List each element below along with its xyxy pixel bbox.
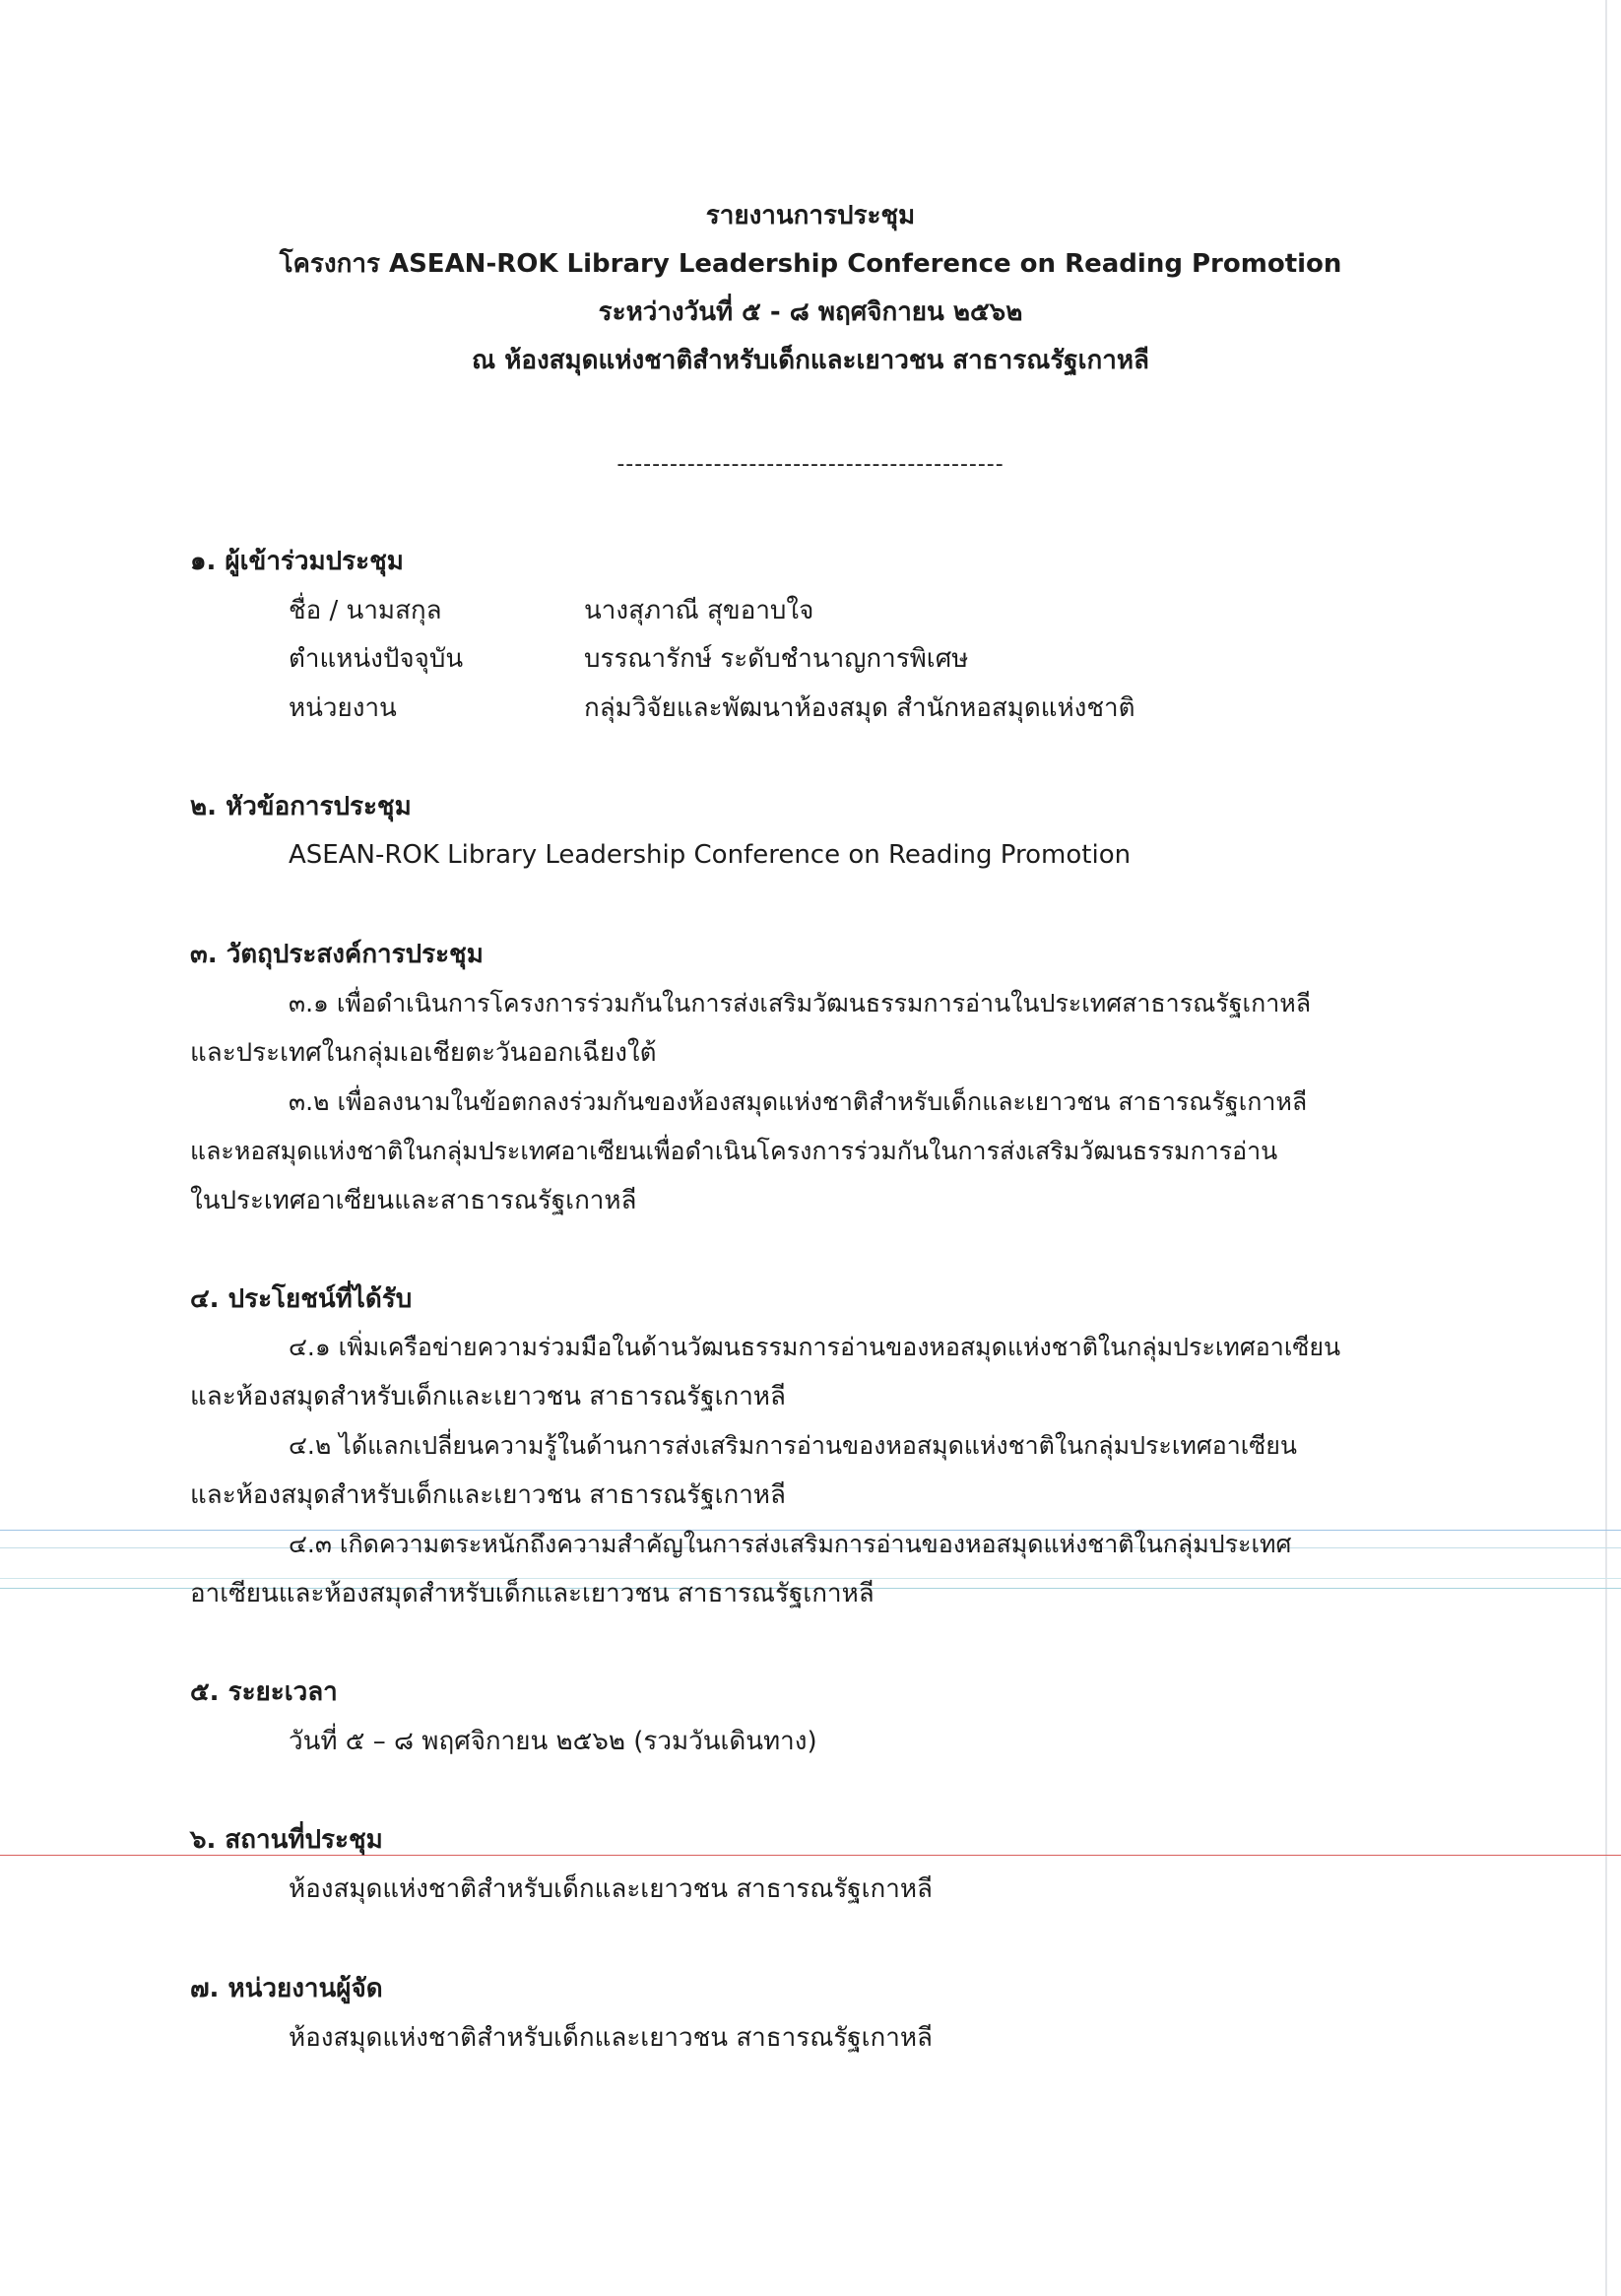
section-4-line: และห้องสมุดสำหรับเด็กและเยาวชน สาธารณรัฐเกาหลี [190, 1382, 786, 1411]
section-3-heading: ๓. วัตถุประสงค์การประชุม [190, 940, 484, 969]
participant-position-value: บรรณารักษ์ ระดับชำนาญการพิเศษ [584, 644, 969, 674]
section-4-line: ๔.๑ เพิ่มเครือข่ายความร่วมมือในด้านวัฒนธรรมการอ่านของหอสมุดแห่งชาติในกลุ่มประเทศอาเซียน [289, 1333, 1341, 1361]
section-1-heading: ๑. ผู้เข้าร่วมประชุม [190, 547, 404, 576]
section-3-line: และประเทศในกลุ่มเอเชียตะวันออกเฉียงใต้ [190, 1038, 657, 1068]
participant-unit-value: กลุ่มวิจัยและพัฒนาห้องสมุด สำนักหอสมุดแห่งชาติ [584, 693, 1135, 723]
section-6-heading: ๖. สถานที่ประชุม [190, 1825, 383, 1855]
section-4-line: อาเซียนและห้องสมุดสำหรับเด็กและเยาวชน สาธารณรัฐเกาหลี [190, 1579, 875, 1608]
section-2-heading: ๒. หัวข้อการประชุม [190, 792, 412, 821]
project-title: โครงการ ASEAN-ROK Library Leadership Conference on Reading Promotion [279, 249, 1342, 279]
section-4-line: ๔.๒ ได้แลกเปลี่ยนความรู้ในด้านการส่งเสริมการอ่านของหอสมุดแห่งชาติในกลุ่มประเทศอาเซียน [289, 1431, 1298, 1460]
section-4-line: ๔.๓ เกิดความตระหนักถึงความสำคัญในการส่งเสริมการอ่านของหอสมุดแห่งชาติในกลุ่มประเทศ [289, 1530, 1292, 1558]
section-3-line: ๓.๒ เพื่อลงนามในข้อตกลงร่วมกันของห้องสมุดแห่งชาติสำหรับเด็กและเยาวชน สาธารณรัฐเกาหลี [289, 1087, 1308, 1116]
meeting-venue: ณ ห้องสมุดแห่งชาติสำหรับเด็กและเยาวชน สาธารณรัฐเกาหลี [472, 346, 1149, 375]
section-2-text: ASEAN-ROK Library Leadership Conference on Reading Promotion [289, 840, 1132, 870]
section-4-heading: ๔. ประโยชน์ที่ได้รับ [190, 1284, 413, 1314]
participant-name-label: ชื่อ / นามสกุล [289, 596, 442, 625]
separator: -------------------------------------------- [616, 452, 1005, 477]
section-3-line: และหอสมุดแห่งชาติในกลุ่มประเทศอาเซียนเพื่อดำเนินโครงการร่วมกันในการส่งเสริมวัฒนธรรมการอ่าน [190, 1137, 1278, 1165]
report-title: รายงานการประชุม [705, 201, 916, 230]
section-5-text: วันที่ ๕ – ๘ พฤศจิกายน ๒๕๖๒ (รวมวันเดินทาง) [289, 1727, 817, 1756]
section-3-line: ๓.๑ เพื่อดำเนินการโครงการร่วมกันในการส่งเสริมวัฒนธรรมการอ่านในประเทศสาธารณรัฐเกาหลี [289, 989, 1312, 1017]
section-7-heading: ๗. หน่วยงานผู้จัด [190, 1974, 383, 2003]
section-3-line: ในประเทศอาเซียนและสาธารณรัฐเกาหลี [190, 1186, 637, 1215]
participant-position-label: ตำแหน่งปัจจุบัน [289, 644, 464, 674]
section-5-heading: ๕. ระยะเวลา [190, 1677, 338, 1707]
participant-unit-label: หน่วยงาน [289, 693, 397, 723]
section-6-text: ห้องสมุดแห่งชาติสำหรับเด็กและเยาวชน สาธารณรัฐเกาหลี [289, 1874, 933, 1904]
meeting-dates: ระหว่างวันที่ ๕ - ๘ พฤศจิกายน ๒๕๖๒ [598, 297, 1023, 327]
participant-name-value: นางสุภาณี สุขอาบใจ [584, 596, 814, 625]
section-7-text: ห้องสมุดแห่งชาติสำหรับเด็กและเยาวชน สาธารณรัฐเกาหลี [289, 2023, 933, 2053]
section-4-line: และห้องสมุดสำหรับเด็กและเยาวชน สาธารณรัฐเกาหลี [190, 1480, 786, 1510]
